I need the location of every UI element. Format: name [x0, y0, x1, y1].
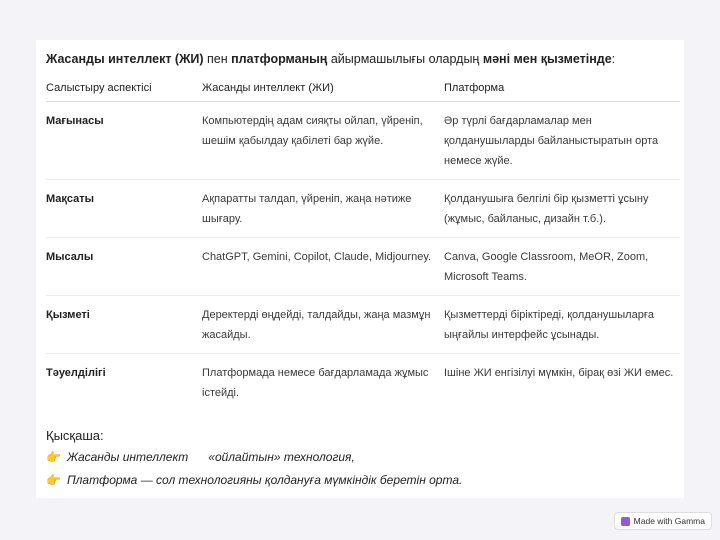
pointing-hand-icon: 👉	[46, 473, 61, 487]
summary-title: Қысқаша:	[46, 428, 104, 443]
table-row	[46, 238, 680, 296]
gamma-logo-icon	[621, 517, 630, 526]
row-platform-cell: Әр түрлі бағдарламалар мен қолданушыларды байланыстыратын орта немесе жүйе.	[444, 102, 680, 180]
row-aspect: Мысалы	[46, 238, 202, 296]
row-platform-cell: Ішіне ЖИ енгізілуі мүмкін, бірақ өзі ЖИ емес.	[444, 367, 674, 379]
comparison-table	[46, 76, 680, 411]
page-heading	[46, 51, 676, 67]
row-aspect: Мағынасы	[46, 102, 202, 180]
table-row	[46, 296, 680, 354]
row-aspect: Тәуелділігі	[46, 367, 106, 379]
table-row	[46, 354, 680, 412]
row-ai-cell: Платформада немесе бағдарламада жұмыс істейді.	[202, 367, 429, 399]
pointing-hand-icon: 👉	[46, 450, 61, 464]
row-platform-cell: Қолданушыға белгілі бір қызметті ұсыну (жұмыс, байланыс, дизайн т.б.).	[444, 180, 680, 238]
heading-middle-text: айырмашылығы олардың	[327, 52, 483, 66]
summary-ai-term: Жасанды интеллект	[66, 450, 189, 464]
row-platform-cell: Қызметтерді біріктіреді, қолданушыларға ыңғайлы интерфейс ұсынады.	[444, 296, 680, 354]
row-platform-cell: Canva, Google Classroom, MeOR, Zoom, Microsoft Teams.	[444, 238, 680, 296]
heading-platform-term: платформаның	[231, 52, 328, 66]
table-row	[46, 102, 680, 180]
row-ai-cell: Ақпаратты талдап, үйреніп, жаңа нәтиже шығару.	[202, 180, 444, 238]
heading-colon: :	[611, 52, 616, 66]
summary-point-ai	[46, 450, 355, 464]
heading-essence-term: мәні мен қызметінде	[482, 52, 612, 66]
badge-label: Made with Gamma	[633, 516, 705, 526]
header-aspect: Салыстыру аспектісі	[46, 76, 202, 102]
content-card	[36, 40, 684, 498]
row-aspect: Қызметі	[46, 296, 202, 354]
header-ai: Жасанды интеллект (ЖИ)	[202, 76, 444, 102]
summary-point-platform	[46, 473, 462, 487]
row-ai-cell: Деректерді өңдейді, талдайды, жаңа мазмұн жасайды.	[202, 296, 444, 354]
summary-ai-desc: «ойлайтын» технология,	[208, 450, 355, 464]
summary-platform-desc: Платформа — сол технологияны қолдануға мүмкіндік беретін орта.	[66, 473, 463, 487]
header-platform: Платформа	[444, 76, 680, 102]
made-with-gamma-badge[interactable]	[614, 512, 712, 530]
heading-connector: пен	[203, 52, 232, 66]
table-row	[46, 180, 680, 238]
table-header-row	[46, 76, 680, 102]
row-ai-cell: Компьютердің адам сияқты ойлап, үйреніп, шешім қабылдау қабілеті бар жүйе.	[202, 102, 444, 180]
row-aspect: Мақсаты	[46, 180, 202, 238]
heading-ai-term: Жасанды интеллект (ЖИ)	[46, 52, 204, 66]
row-ai-cell: ChatGPT, Gemini, Copilot, Claude, Midjourney.	[202, 238, 444, 296]
